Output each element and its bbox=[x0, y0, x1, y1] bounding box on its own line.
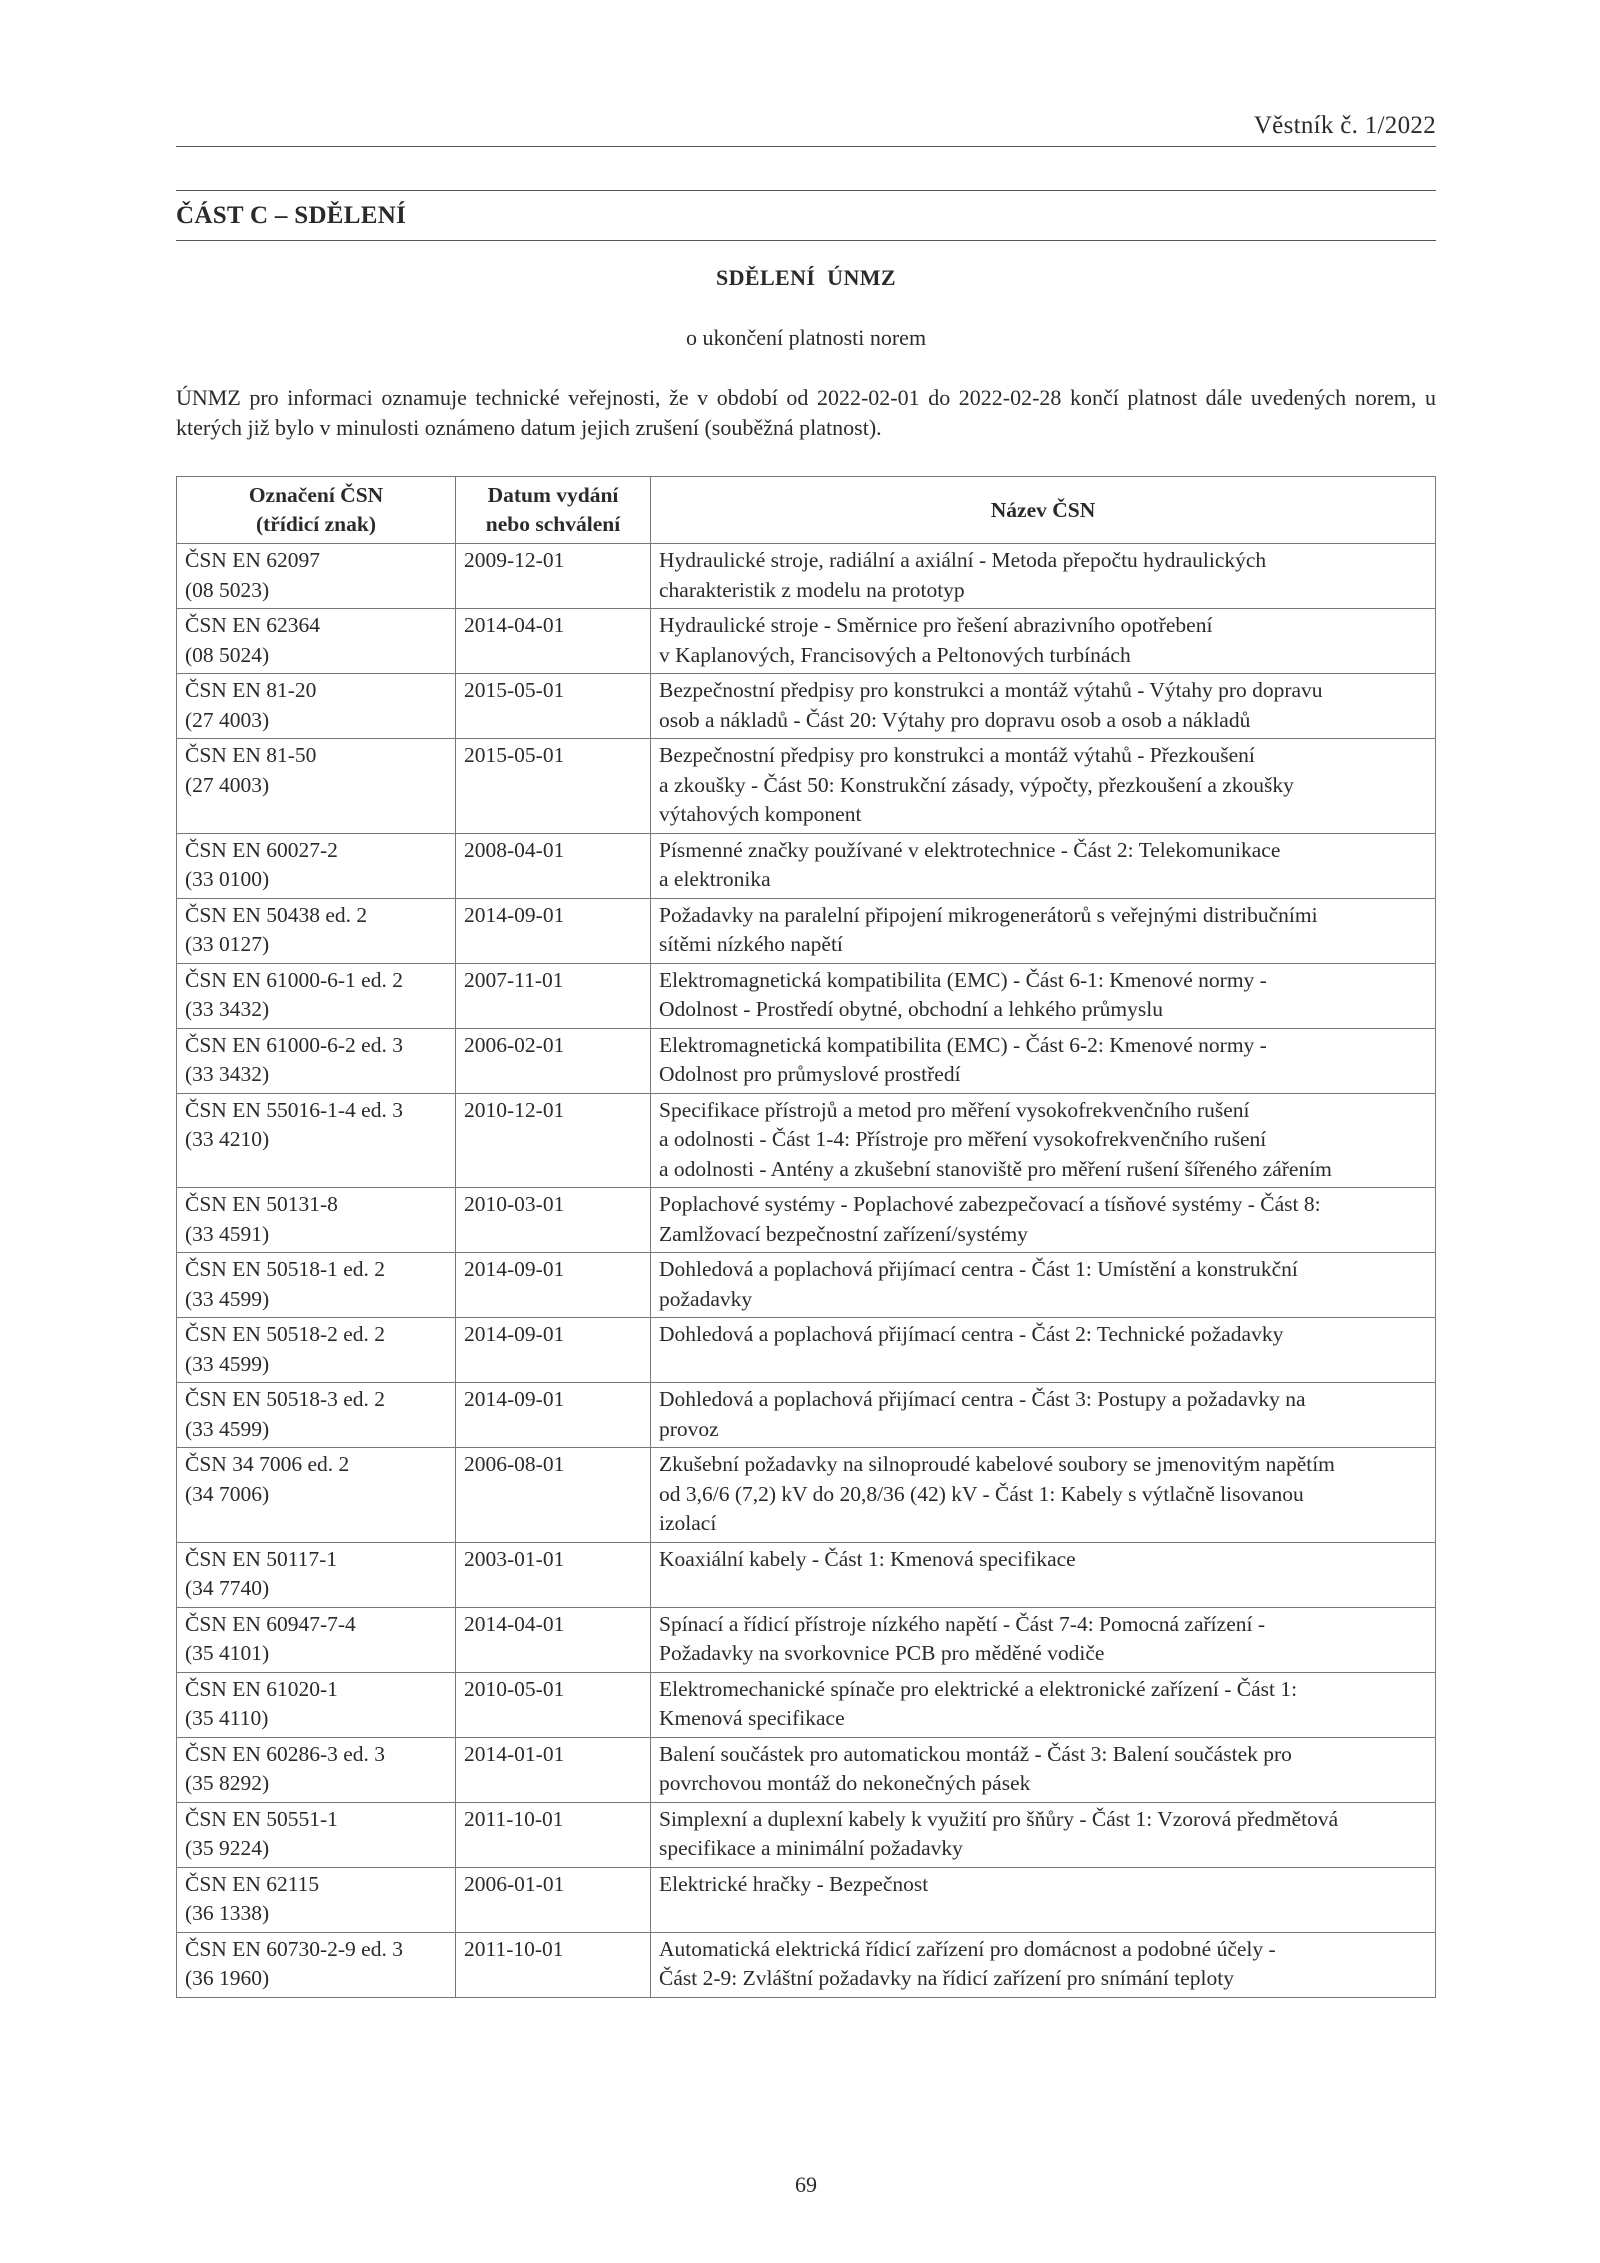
table-row bbox=[177, 963, 1436, 1028]
norm-title-cell bbox=[651, 898, 1436, 963]
norm-title-cell bbox=[651, 1802, 1436, 1867]
table-row bbox=[177, 739, 1436, 834]
norm-title-line: izolací bbox=[659, 1511, 717, 1535]
norms-table-body bbox=[177, 544, 1436, 1998]
norm-date: 2010-05-01 bbox=[456, 1672, 651, 1737]
norm-title-cell bbox=[651, 963, 1436, 1028]
norm-date: 2015-05-01 bbox=[456, 739, 651, 834]
norm-class-mark: (35 4110) bbox=[185, 1706, 269, 1730]
norm-title-cell bbox=[651, 1188, 1436, 1253]
norm-class-mark: (35 9224) bbox=[185, 1836, 270, 1860]
norm-code-cell bbox=[177, 1867, 456, 1932]
norm-code: ČSN EN 60947-7-4 bbox=[185, 1611, 356, 1636]
norm-title-line: Bezpečnostní předpisy pro konstrukci a montáž výtahů - Přezkoušení bbox=[659, 743, 1255, 767]
norm-class-mark: (33 4591) bbox=[185, 1221, 270, 1246]
norm-code: ČSN EN 62115 bbox=[185, 1871, 320, 1896]
norm-date: 2007-11-01 bbox=[456, 963, 651, 1028]
norm-title-line: a elektronika bbox=[659, 867, 771, 891]
table-row bbox=[177, 674, 1436, 739]
norm-date: 2014-04-01 bbox=[456, 609, 651, 674]
norm-code-cell bbox=[177, 674, 456, 739]
norm-title-line: Elektromechanické spínače pro elektrické a elektronické zařízení - Část 1: bbox=[659, 1676, 1298, 1701]
norm-date: 2008-04-01 bbox=[456, 833, 651, 898]
norm-title-line: osob a nákladů - Část 20: Výtahy pro dopravu osob a osob a nákladů bbox=[659, 707, 1251, 732]
norm-code-cell bbox=[177, 1802, 456, 1867]
norm-code-cell bbox=[177, 739, 456, 834]
table-row bbox=[177, 1028, 1436, 1093]
norm-title-cell bbox=[651, 1607, 1436, 1672]
section-rule-top bbox=[176, 190, 1436, 191]
norm-title-line: Elektromagnetická kompatibilita (EMC) - Část 6-1: Kmenové normy - bbox=[659, 967, 1267, 992]
norm-title-line: Část 2-9: Zvláštní požadavky na řídicí zařízení pro snímání teploty bbox=[659, 1966, 1234, 1990]
norm-class-mark: (27 4003) bbox=[185, 772, 270, 797]
header-rule bbox=[176, 146, 1436, 147]
norm-title-line: povrchovou montáž do nekonečných pásek bbox=[659, 1771, 1031, 1795]
norm-title-line: Dohledová a poplachová přijímací centra - Část 2: Technické požadavky bbox=[659, 1322, 1284, 1346]
table-row bbox=[177, 833, 1436, 898]
norm-title-cell bbox=[651, 1318, 1436, 1383]
norm-code: ČSN EN 50518-1 ed. 2 bbox=[185, 1257, 386, 1281]
norm-class-mark: (34 7006) bbox=[185, 1481, 270, 1506]
bulletin-header: Věstník č. 1/2022 bbox=[1253, 112, 1436, 139]
norm-code: ČSN EN 62364 bbox=[185, 613, 320, 637]
norm-code-cell bbox=[177, 1318, 456, 1383]
header-code-line: (třídicí znak) bbox=[255, 512, 377, 536]
norm-class-mark: (27 4003) bbox=[185, 707, 270, 732]
norm-code-cell bbox=[177, 1607, 456, 1672]
norm-class-mark: (33 4599) bbox=[185, 1351, 270, 1376]
norm-code-cell bbox=[177, 1542, 456, 1607]
notice-subheading: o ukončení platnosti norem bbox=[685, 325, 927, 350]
table-row bbox=[177, 544, 1436, 609]
norm-code: ČSN EN 55016-1-4 ed. 3 bbox=[185, 1097, 403, 1122]
header-name: Název ČSN bbox=[651, 477, 1436, 544]
header-date-line: Datum vydání bbox=[487, 483, 619, 507]
norm-title-line: Koaxiální kabely - Část 1: Kmenová specifikace bbox=[659, 1546, 1076, 1571]
section-rule-bottom bbox=[176, 240, 1436, 241]
norm-title-line: v Kaplanových, Francisových a Peltonových turbínách bbox=[659, 642, 1131, 667]
header-code-line: Označení ČSN bbox=[248, 483, 384, 507]
norm-date: 2011-10-01 bbox=[456, 1932, 651, 1997]
norm-title-line: požadavky bbox=[659, 1286, 753, 1311]
table-row bbox=[177, 1253, 1436, 1318]
table-row bbox=[177, 609, 1436, 674]
norm-title-line: Odolnost - Prostředí obytné, obchodní a lehkého průmyslu bbox=[659, 997, 1163, 1021]
page-number: 69 bbox=[795, 2172, 817, 2197]
norm-code: ČSN EN 60286-3 ed. 3 bbox=[185, 1741, 386, 1766]
norm-class-mark: (33 3432) bbox=[185, 997, 270, 1021]
norm-date: 2014-09-01 bbox=[456, 1253, 651, 1318]
norm-date: 2006-02-01 bbox=[456, 1028, 651, 1093]
norm-code-cell bbox=[177, 1028, 456, 1093]
norm-class-mark: (34 7740) bbox=[185, 1576, 270, 1600]
table-header-row bbox=[177, 477, 1436, 544]
table-row bbox=[177, 1867, 1436, 1932]
norm-date: 2015-05-01 bbox=[456, 674, 651, 739]
norm-title-line: Odolnost pro průmyslové prostředí bbox=[659, 1062, 961, 1086]
norm-title-cell bbox=[651, 1028, 1436, 1093]
norm-code-cell bbox=[177, 1383, 456, 1448]
norm-title-line: Spínací a řídicí přístroje nízkého napětí - Část 7-4: Pomocná zařízení - bbox=[659, 1611, 1265, 1636]
norm-code: ČSN EN 50117-1 bbox=[185, 1546, 338, 1571]
norm-title-line: charakteristik z modelu na prototyp bbox=[659, 577, 965, 602]
intro-paragraph: ÚNMZ pro informaci oznamuje technické veřejnosti, že v období od 2022-02-01 do 2022-02-28 končí platnost dále uvedených norem, u kterých již bylo v minulosti oznámeno datum jejich zrušení (souběžná platnost). bbox=[176, 385, 1436, 440]
norm-code-cell bbox=[177, 1672, 456, 1737]
norm-code-cell bbox=[177, 1448, 456, 1543]
norm-title-cell bbox=[651, 739, 1436, 834]
norm-title-cell bbox=[651, 1093, 1436, 1188]
norm-title-cell bbox=[651, 1672, 1436, 1737]
norm-title-line: Poplachové systémy - Poplachové zabezpečovací a tísňové systémy - Část 8: bbox=[659, 1192, 1321, 1216]
norm-title-line: výtahových komponent bbox=[659, 802, 862, 826]
notice-heading: SDĚLENÍ ÚNMZ bbox=[715, 265, 896, 290]
table-row bbox=[177, 1318, 1436, 1383]
norm-date: 2014-09-01 bbox=[456, 1318, 651, 1383]
table-row bbox=[177, 1607, 1436, 1672]
norm-title-cell bbox=[651, 1448, 1436, 1543]
norm-code-cell bbox=[177, 1253, 456, 1318]
norm-title-cell bbox=[651, 1542, 1436, 1607]
norm-title-cell bbox=[651, 833, 1436, 898]
norm-date: 2003-01-01 bbox=[456, 1542, 651, 1607]
norm-code-cell bbox=[177, 1188, 456, 1253]
norm-title-line: Elektromagnetická kompatibilita (EMC) - Část 6-2: Kmenové normy - bbox=[659, 1032, 1267, 1057]
norm-title-line: Elektrické hračky - Bezpečnost bbox=[659, 1871, 929, 1896]
table-row bbox=[177, 1188, 1436, 1253]
norm-class-mark: (36 1338) bbox=[185, 1901, 270, 1925]
norm-code: ČSN EN 50131-8 bbox=[185, 1192, 338, 1216]
norm-class-mark: (35 4101) bbox=[185, 1641, 270, 1665]
norm-title-line: Písmenné značky používané v elektrotechnice - Část 2: Telekomunikace bbox=[659, 837, 1281, 862]
norm-date: 2011-10-01 bbox=[456, 1802, 651, 1867]
norm-title-cell bbox=[651, 544, 1436, 609]
norm-title-line: a zkoušky - Část 50: Konstrukční zásady, výpočty, přezkoušení a zkoušky bbox=[659, 772, 1294, 797]
norm-date: 2014-04-01 bbox=[456, 1607, 651, 1672]
norm-title-line: Hydraulické stroje, radiální a axiální - Metoda přepočtu hydraulických bbox=[659, 548, 1267, 572]
norm-code: ČSN EN 61020-1 bbox=[185, 1676, 338, 1701]
norm-class-mark: (33 0127) bbox=[185, 932, 270, 956]
norm-title-line: a odolnosti - Část 1-4: Přístroje pro měření vysokofrekvenčního rušení bbox=[659, 1127, 1267, 1151]
norm-title-line: Dohledová a poplachová přijímací centra - Část 1: Umístění a konstrukční bbox=[659, 1257, 1298, 1281]
norm-title-line: Bezpečnostní předpisy pro konstrukci a montáž výtahů - Výtahy pro dopravu bbox=[659, 678, 1323, 702]
norm-code-cell bbox=[177, 898, 456, 963]
norm-title-line: Hydraulické stroje - Směrnice pro řešení abrazivního opotřebení bbox=[659, 613, 1213, 637]
norm-code: ČSN EN 61000-6-2 ed. 3 bbox=[185, 1032, 403, 1057]
section-title: ČÁST C – SDĚLENÍ bbox=[176, 202, 407, 229]
norm-title-line: specifikace a minimální požadavky bbox=[659, 1836, 963, 1860]
norm-date: 2009-12-01 bbox=[456, 544, 651, 609]
norm-title-cell bbox=[651, 674, 1436, 739]
table-row bbox=[177, 1383, 1436, 1448]
norm-title-line: Simplexní a duplexní kabely k využití pro šňůry - Část 1: Vzorová předmětová bbox=[659, 1806, 1339, 1831]
norm-code-cell bbox=[177, 833, 456, 898]
norm-title-line: provoz bbox=[659, 1416, 719, 1441]
norm-date: 2014-01-01 bbox=[456, 1737, 651, 1802]
norm-date: 2006-08-01 bbox=[456, 1448, 651, 1543]
norm-title-line: Zkušební požadavky na silnoproudé kabelové soubory se jmenovitým napětím bbox=[659, 1452, 1335, 1476]
norm-code: ČSN EN 60027-2 bbox=[185, 837, 338, 862]
norm-date: 2010-03-01 bbox=[456, 1188, 651, 1253]
norm-date: 2014-09-01 bbox=[456, 1383, 651, 1448]
norm-code: ČSN EN 61000-6-1 ed. 2 bbox=[185, 967, 403, 992]
norm-class-mark: (33 3432) bbox=[185, 1062, 270, 1086]
table-row bbox=[177, 1093, 1436, 1188]
norm-title-line: Požadavky na paralelní připojení mikrogenerátorů s veřejnými distribučními bbox=[659, 902, 1318, 927]
norm-title-line: sítěmi nízkého napětí bbox=[659, 932, 843, 956]
norm-code-cell bbox=[177, 1737, 456, 1802]
norm-code: ČSN 34 7006 ed. 2 bbox=[185, 1452, 350, 1476]
norm-title-line: Kmenová specifikace bbox=[659, 1706, 845, 1730]
norm-date: 2010-12-01 bbox=[456, 1093, 651, 1188]
norm-code-cell bbox=[177, 609, 456, 674]
norm-title-cell bbox=[651, 1867, 1436, 1932]
norm-code-cell bbox=[177, 1093, 456, 1188]
norm-title-line: Požadavky na svorkovnice PCB pro měděné vodiče bbox=[659, 1641, 1105, 1665]
norm-title-cell bbox=[651, 1253, 1436, 1318]
norm-title-line: Zamlžovací bezpečnostní zařízení/systémy bbox=[659, 1221, 1028, 1246]
norm-class-mark: (33 4599) bbox=[185, 1286, 270, 1311]
header-code bbox=[177, 477, 456, 544]
norm-class-mark: (33 0100) bbox=[185, 867, 270, 891]
norm-class-mark: (35 8292) bbox=[185, 1771, 270, 1795]
header-date bbox=[456, 477, 651, 544]
norm-title-cell bbox=[651, 1383, 1436, 1448]
norm-code-cell bbox=[177, 1932, 456, 1997]
table-row bbox=[177, 1672, 1436, 1737]
norm-title-line: Specifikace přístrojů a metod pro měření vysokofrekvenčního rušení bbox=[659, 1097, 1250, 1122]
header-date-line: nebo schválení bbox=[485, 512, 621, 536]
norm-code-cell bbox=[177, 544, 456, 609]
norm-class-mark: (33 4599) bbox=[185, 1416, 270, 1441]
norm-date: 2014-09-01 bbox=[456, 898, 651, 963]
norm-title-line: Balení součástek pro automatickou montáž - Část 3: Balení součástek pro bbox=[659, 1741, 1292, 1766]
norm-code: ČSN EN 50438 ed. 2 bbox=[185, 902, 368, 927]
norm-code: ČSN EN 81-50 bbox=[185, 743, 317, 767]
table-row bbox=[177, 898, 1436, 963]
norm-title-cell bbox=[651, 1932, 1436, 1997]
norm-code: ČSN EN 50518-3 ed. 2 bbox=[185, 1387, 386, 1411]
norm-code: ČSN EN 62097 bbox=[185, 548, 320, 572]
norm-title-line: od 3,6/6 (7,2) kV do 20,8/36 (42) kV - Část 1: Kabely s výtlačně lisovanou bbox=[659, 1481, 1304, 1506]
norm-class-mark: (36 1960) bbox=[185, 1966, 270, 1990]
table-row bbox=[177, 1737, 1436, 1802]
norm-title-cell bbox=[651, 1737, 1436, 1802]
table-row bbox=[177, 1542, 1436, 1607]
norm-title-cell bbox=[651, 609, 1436, 674]
table-row bbox=[177, 1932, 1436, 1997]
norms-table bbox=[176, 476, 1436, 1998]
norm-code: ČSN EN 81-20 bbox=[185, 678, 317, 702]
norm-code-cell bbox=[177, 963, 456, 1028]
norm-title-line: Dohledová a poplachová přijímací centra - Část 3: Postupy a požadavky na bbox=[659, 1387, 1306, 1411]
norm-title-line: a odolnosti - Antény a zkušební stanoviště pro měření rušení šířeného zářením bbox=[659, 1156, 1332, 1181]
norm-code: ČSN EN 60730-2-9 ed. 3 bbox=[185, 1936, 403, 1961]
norm-date: 2006-01-01 bbox=[456, 1867, 651, 1932]
table-row bbox=[177, 1448, 1436, 1543]
norm-class-mark: (08 5023) bbox=[185, 577, 270, 602]
norm-title-line: Automatická elektrická řídicí zařízení pro domácnost a podobné účely - bbox=[659, 1936, 1276, 1961]
table-row bbox=[177, 1802, 1436, 1867]
norm-code: ČSN EN 50518-2 ed. 2 bbox=[185, 1322, 386, 1346]
norm-code: ČSN EN 50551-1 bbox=[185, 1806, 338, 1831]
norm-class-mark: (08 5024) bbox=[185, 642, 270, 667]
norm-class-mark: (33 4210) bbox=[185, 1127, 270, 1151]
